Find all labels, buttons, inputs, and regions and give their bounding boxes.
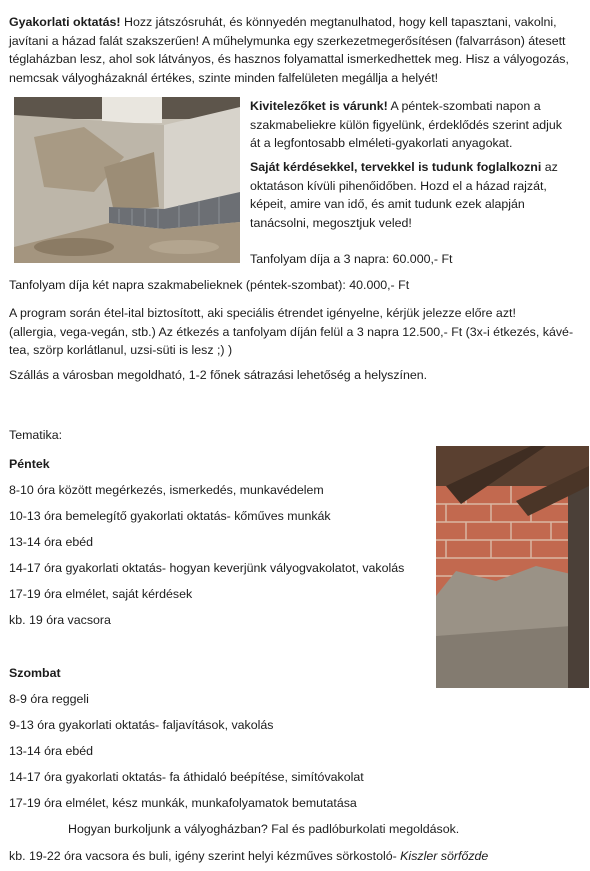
- saturday-last-item: [9, 849, 488, 863]
- intro-bold: Gyakorlati oktatás!: [9, 15, 121, 29]
- saturday-tiling-note: Hogyan burkoljunk a vályogházban? Fal és padlóburkolati megoldások.: [68, 822, 460, 836]
- intro-line1: Hozz játszósruhát, és könnyedén megtanulhatod, hogy kell tapasztani, vakolni,: [120, 15, 557, 29]
- questions-line4: tanácsolni, megosztjuk veled!: [250, 215, 412, 230]
- contractor-bold: Kivitelezőket is várunk!: [250, 99, 388, 113]
- saturday-item: 17-19 óra elmélet, kész munkák, munkafolyamatok bemutatása: [9, 796, 357, 810]
- friday-item: 17-19 óra elmélet, saját kérdések: [9, 587, 193, 601]
- brewery-name: Kiszler sörfőzde: [400, 849, 489, 863]
- saturday-item: 13-14 óra ebéd: [9, 744, 94, 758]
- fee-two-days: Tanfolyam díja két napra szakmabelieknek (péntek-szombat): 40.000,- Ft: [9, 278, 410, 292]
- saturday-last-plain: kb. 19-22 óra vacsora és buli, igény szerint helyi kézműves sörkostoló-: [9, 849, 401, 863]
- questions-line2: oktatáson kívüli pihenőidőben. Hozd el a házad rajzát,: [250, 178, 547, 193]
- contractor-paragraph: [250, 97, 585, 153]
- contractor-line2: szakmabeliekre külön figyelünk, érdeklődés szerint adjuk: [250, 117, 562, 132]
- questions-line3: képeit, amire van idő, és amit tudunk ezek alapján: [250, 197, 525, 211]
- intro-paragraph: [9, 13, 584, 87]
- contractor-line3: át a legfontosabb elméleti-gyakorlati anyagokat.: [250, 136, 513, 150]
- catering-line2: (allergia, vega-vegán, stb.) Az étkezés a tanfolyam díján felül a 3 napra 12.500,- Ft (3x-i étkezés, kávé-: [9, 324, 574, 339]
- catering-line3: tea, szörp korlátlanul, uzsi-süti is lesz ;) ): [9, 343, 233, 357]
- saturday-item: 8-9 óra reggeli: [9, 692, 89, 706]
- intro-line2: javítani a házad falát szakszerűen! A műhelymunka egy szerkezetmegerősítésen (falvarráson) átesett: [9, 33, 566, 48]
- brick-wall-photo: [436, 446, 589, 688]
- saturday-item: 9-13 óra gyakorlati oktatás- faljavítások, vakolás: [9, 718, 274, 732]
- friday-item: 8-10 óra között megérkezés, ismerkedés, munkavédelem: [9, 483, 324, 497]
- friday-item: 13-14 óra ebéd: [9, 535, 94, 549]
- questions-bold: Saját kérdésekkel, tervekkel is tudunk foglalkozni: [250, 160, 542, 174]
- schedule-heading: Tematika:: [9, 428, 63, 442]
- intro-line3: téglaházban lesz, ahol sok látványos, és hasznos folyamattal ismerkedhettek meg. Hisz a vályogozás,: [9, 52, 569, 66]
- wall-repair-photo: [14, 97, 240, 263]
- intro-line4: nemcsak vályogházaknál értékes, szinte minden falfelületen megállja a helyét!: [9, 70, 439, 85]
- saturday-title: Szombat: [9, 666, 61, 680]
- saturday-item: 14-17 óra gyakorlati oktatás- fa áthidaló beépítése, simítóvakolat: [9, 770, 364, 784]
- catering-line1: A program során étel-ital biztosított, aki speciális étrendet igényelne, kérjük jelezze előre azt!: [9, 306, 516, 320]
- fee-three-days: Tanfolyam díja a 3 napra: 60.000,- Ft: [250, 252, 453, 266]
- lodging-text: Szállás a városban megoldható, 1-2 főnek sátrazási lehetőség a helyszínen.: [9, 368, 428, 382]
- friday-item: 14-17 óra gyakorlati oktatás- hogyan keverjünk vályogvakolatot, vakolás: [9, 561, 405, 575]
- questions-line1: az: [541, 160, 558, 174]
- friday-item: kb. 19 óra vacsora: [9, 613, 111, 627]
- friday-title: Péntek: [9, 457, 50, 471]
- contractor-line1: A péntek-szombati napon a: [387, 99, 541, 113]
- friday-item: 10-13 óra bemelegítő gyakorlati oktatás- kőműves munkák: [9, 509, 331, 523]
- questions-paragraph: [250, 158, 585, 232]
- catering-paragraph: [9, 304, 584, 360]
